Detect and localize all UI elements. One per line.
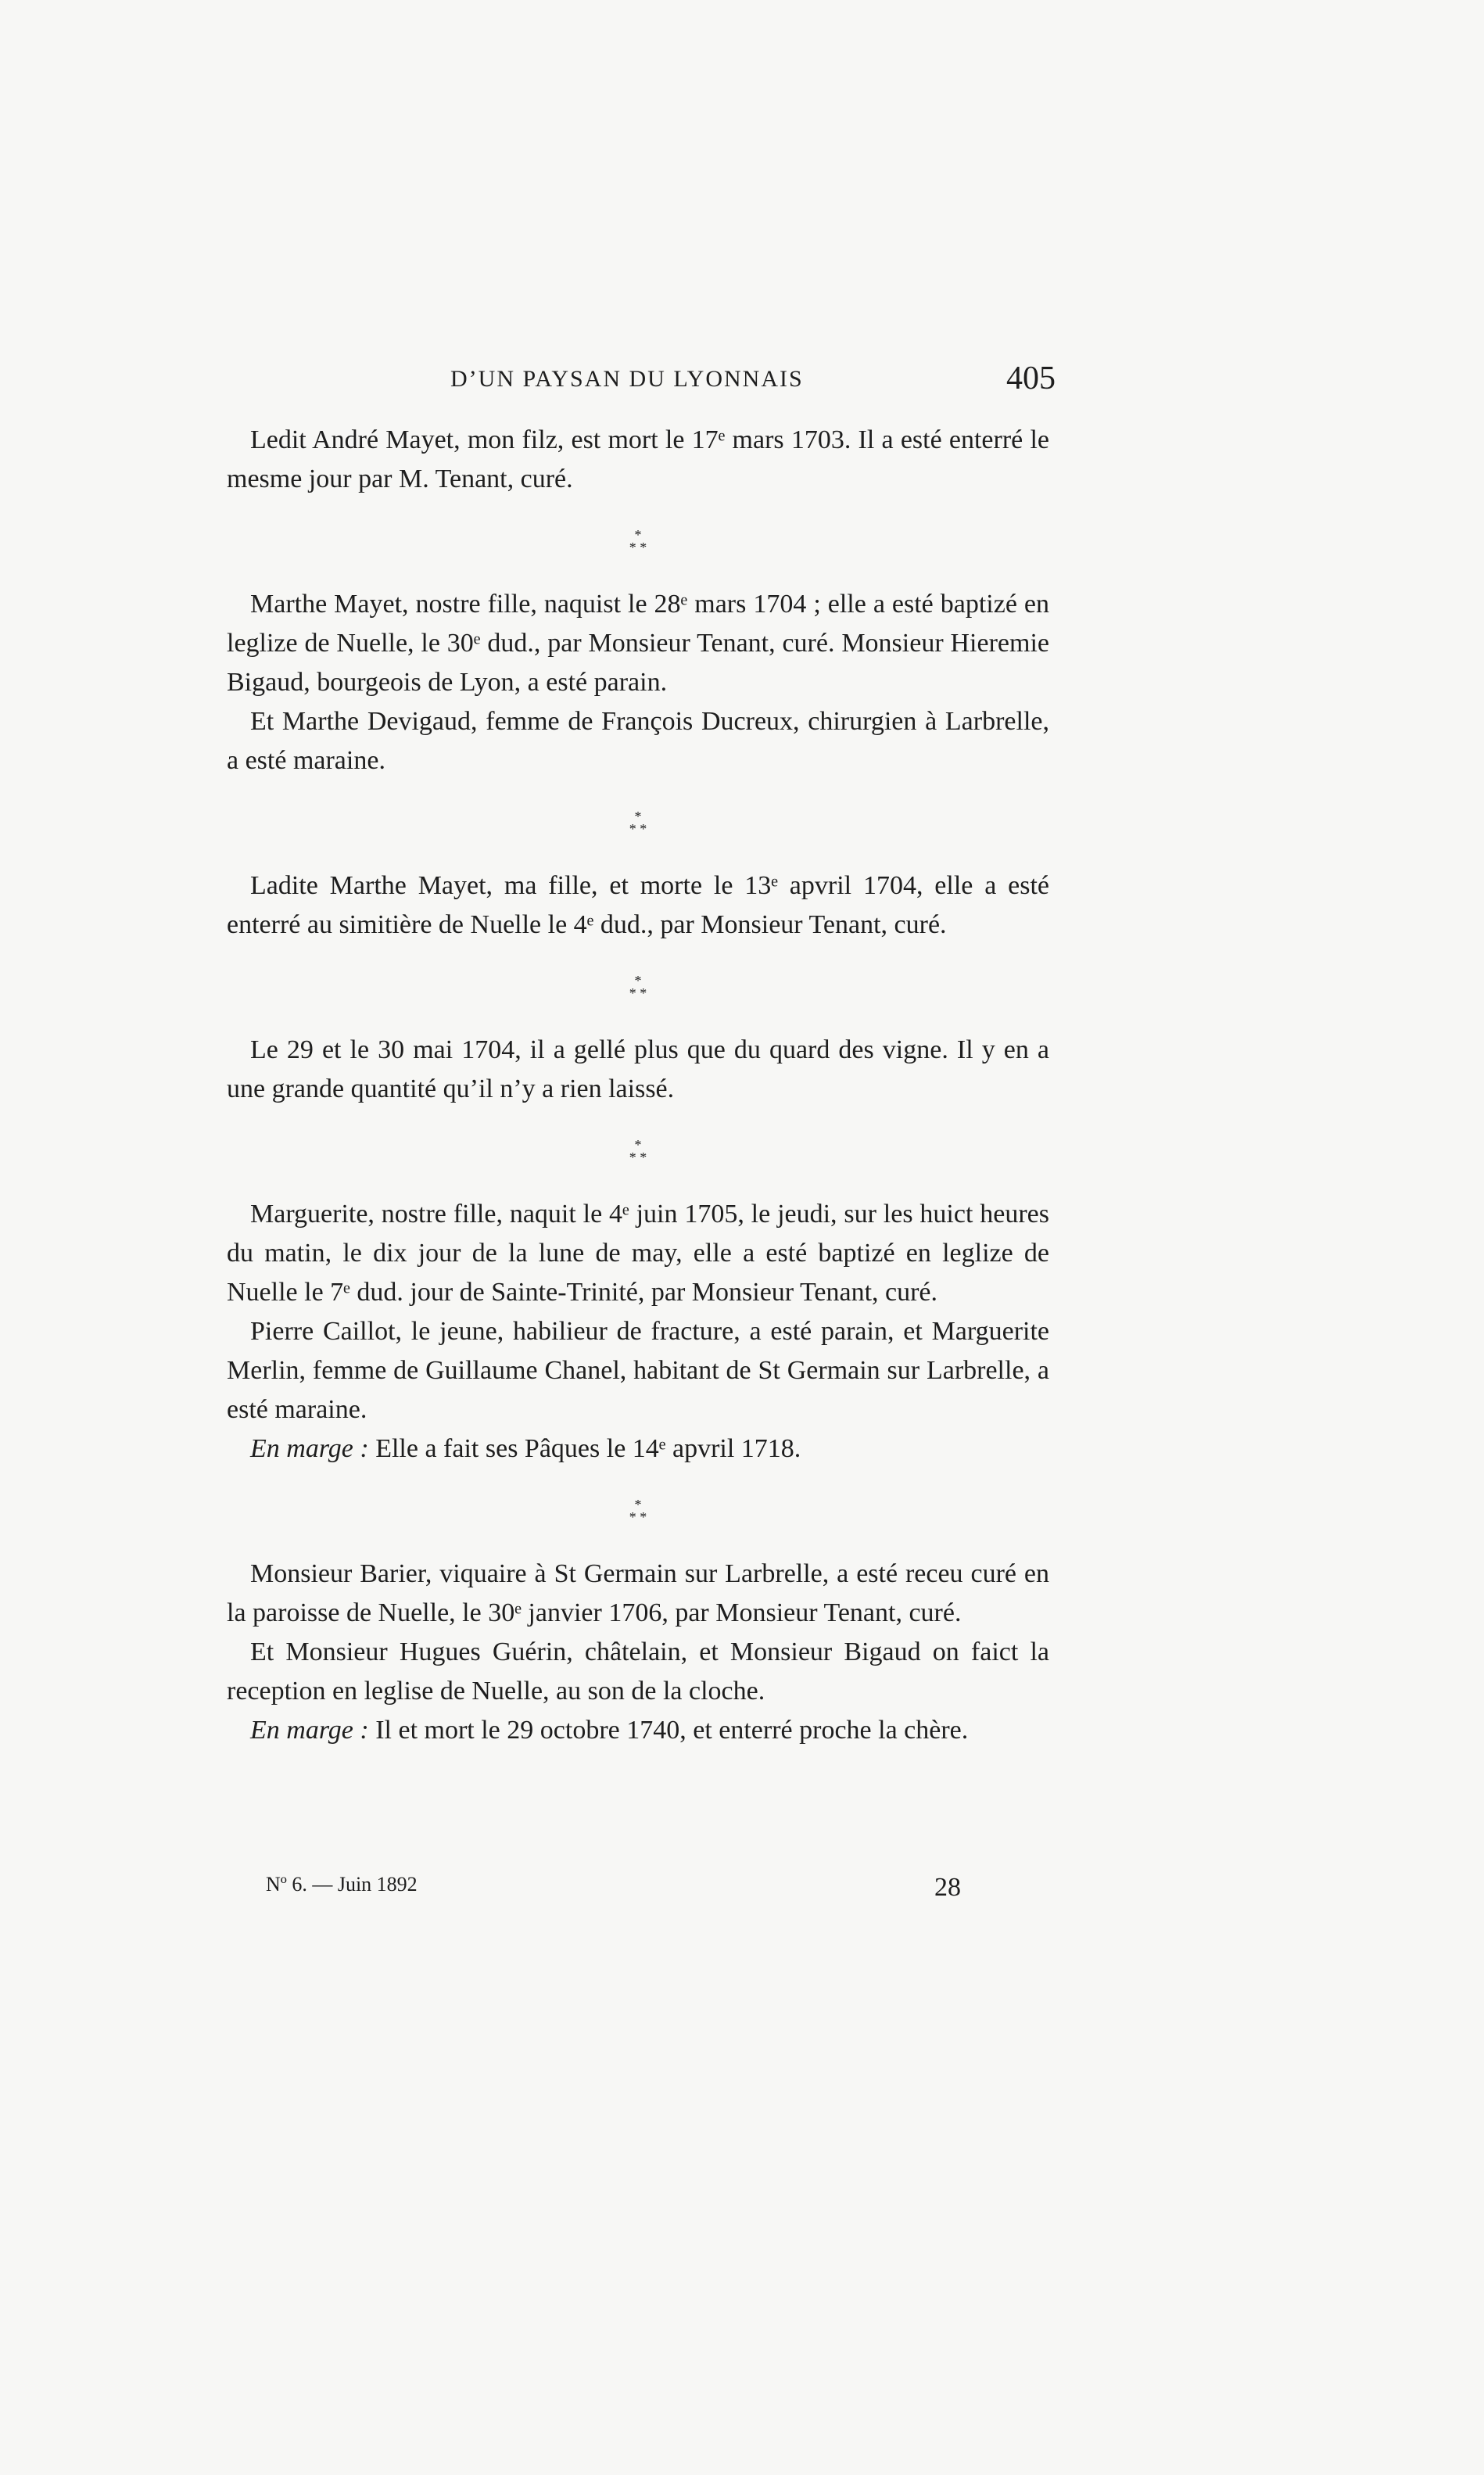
margin-note-text: Il et mort le 29 octobre 1740, et enterré proche la chère.: [368, 1716, 969, 1745]
asterism-divider: [227, 499, 1049, 585]
page-footer: [266, 1873, 970, 1912]
paragraph: Marthe Mayet, nostre fille, naquist le 28ᵉ mars 1704 ; elle a esté baptizé en leglize de Nuelle, le 30ᵉ dud., par Monsieur Tenant, curé. Monsieur Hieremie Bigaud, bourgeois de Lyon, a esté parain.: [227, 590, 1049, 697]
paragraph: Pierre Caillot, le jeune, habilieur de fracture, a esté parain, et Marguerite Merlin, femme de Guillaume Chanel, habitant de St Germain sur Larbrelle, a esté maraine.: [227, 1317, 1049, 1424]
margin-note-text: Elle a fait ses Pâques le 14ᵉ apvril 1718.: [368, 1434, 801, 1463]
paragraph: Monsieur Barier, viquaire à St Germain sur Larbrelle, a esté receu curé en la paroisse de Nuelle, le 30ᵉ janvier 1706, par Monsieur Tenant, curé.: [227, 1559, 1049, 1627]
page-number: 405: [1006, 360, 1056, 396]
asterism-star-top: *: [634, 1137, 642, 1153]
margin-note: [227, 1711, 1049, 1750]
paragraph: Le 29 et le 30 mai 1704, il a gellé plus que du quard des vigne. Il y en a une grande quantité qu’il n’y a rien laissé.: [227, 1035, 1049, 1103]
asterism-star-top: *: [634, 1497, 642, 1512]
paragraph: Marguerite, nostre fille, naquit le 4ᵉ juin 1705, le jeudi, sur les huict heures du matin, le dix jour de la lune de may, elle a esté baptizé en leglize de Nuelle le 7ᵉ dud. jour de Sainte-Trinité, par Monsieur Tenant, curé.: [227, 1200, 1049, 1307]
asterism-stars-bottom: * *: [629, 821, 647, 837]
paragraph: Et Marthe Devigaud, femme de François Ducreux, chirurgien à Larbrelle, a esté maraine.: [227, 707, 1049, 775]
asterism-stars-bottom: * *: [629, 985, 647, 1001]
running-title: D’UN PAYSAN DU LYONNAIS: [450, 366, 804, 392]
asterism-stars-bottom: * *: [629, 540, 647, 555]
paragraph: Et Monsieur Hugues Guérin, châtelain, et Monsieur Bigaud on faict la reception en leglise de Nuelle, au son de la cloche.: [227, 1637, 1049, 1706]
margin-note-label: En marge :: [250, 1434, 369, 1463]
asterism-divider: [227, 1109, 1049, 1195]
asterism-stars-bottom: * *: [629, 1509, 647, 1525]
asterism-divider: [227, 780, 1049, 866]
asterism-divider: [227, 1469, 1049, 1555]
margin-note: [227, 1429, 1049, 1469]
issue-signature: Nº 6. — Juin 1892: [266, 1873, 418, 1896]
asterism-divider: [227, 945, 1049, 1031]
sheet-number: 28: [934, 1873, 961, 1902]
asterism-stars-bottom: * *: [629, 1150, 647, 1165]
margin-note-label: En marge :: [250, 1716, 369, 1745]
text-block: [227, 421, 1049, 1750]
asterism-star-top: *: [634, 973, 642, 988]
paragraph: Ledit André Mayet, mon filz, est mort le 17ᵉ mars 1703. Il a esté enterré le mesme jour par M. Tenant, curé.: [227, 425, 1049, 493]
paragraph: Ladite Marthe Mayet, ma fille, et morte le 13ᵉ apvril 1704, elle a esté enterré au simitière de Nuelle le 4ᵉ dud., par Monsieur Tenant, curé.: [227, 871, 1049, 939]
asterism-star-top: *: [634, 809, 642, 824]
running-head: [227, 360, 1056, 407]
asterism-star-top: *: [634, 527, 642, 543]
